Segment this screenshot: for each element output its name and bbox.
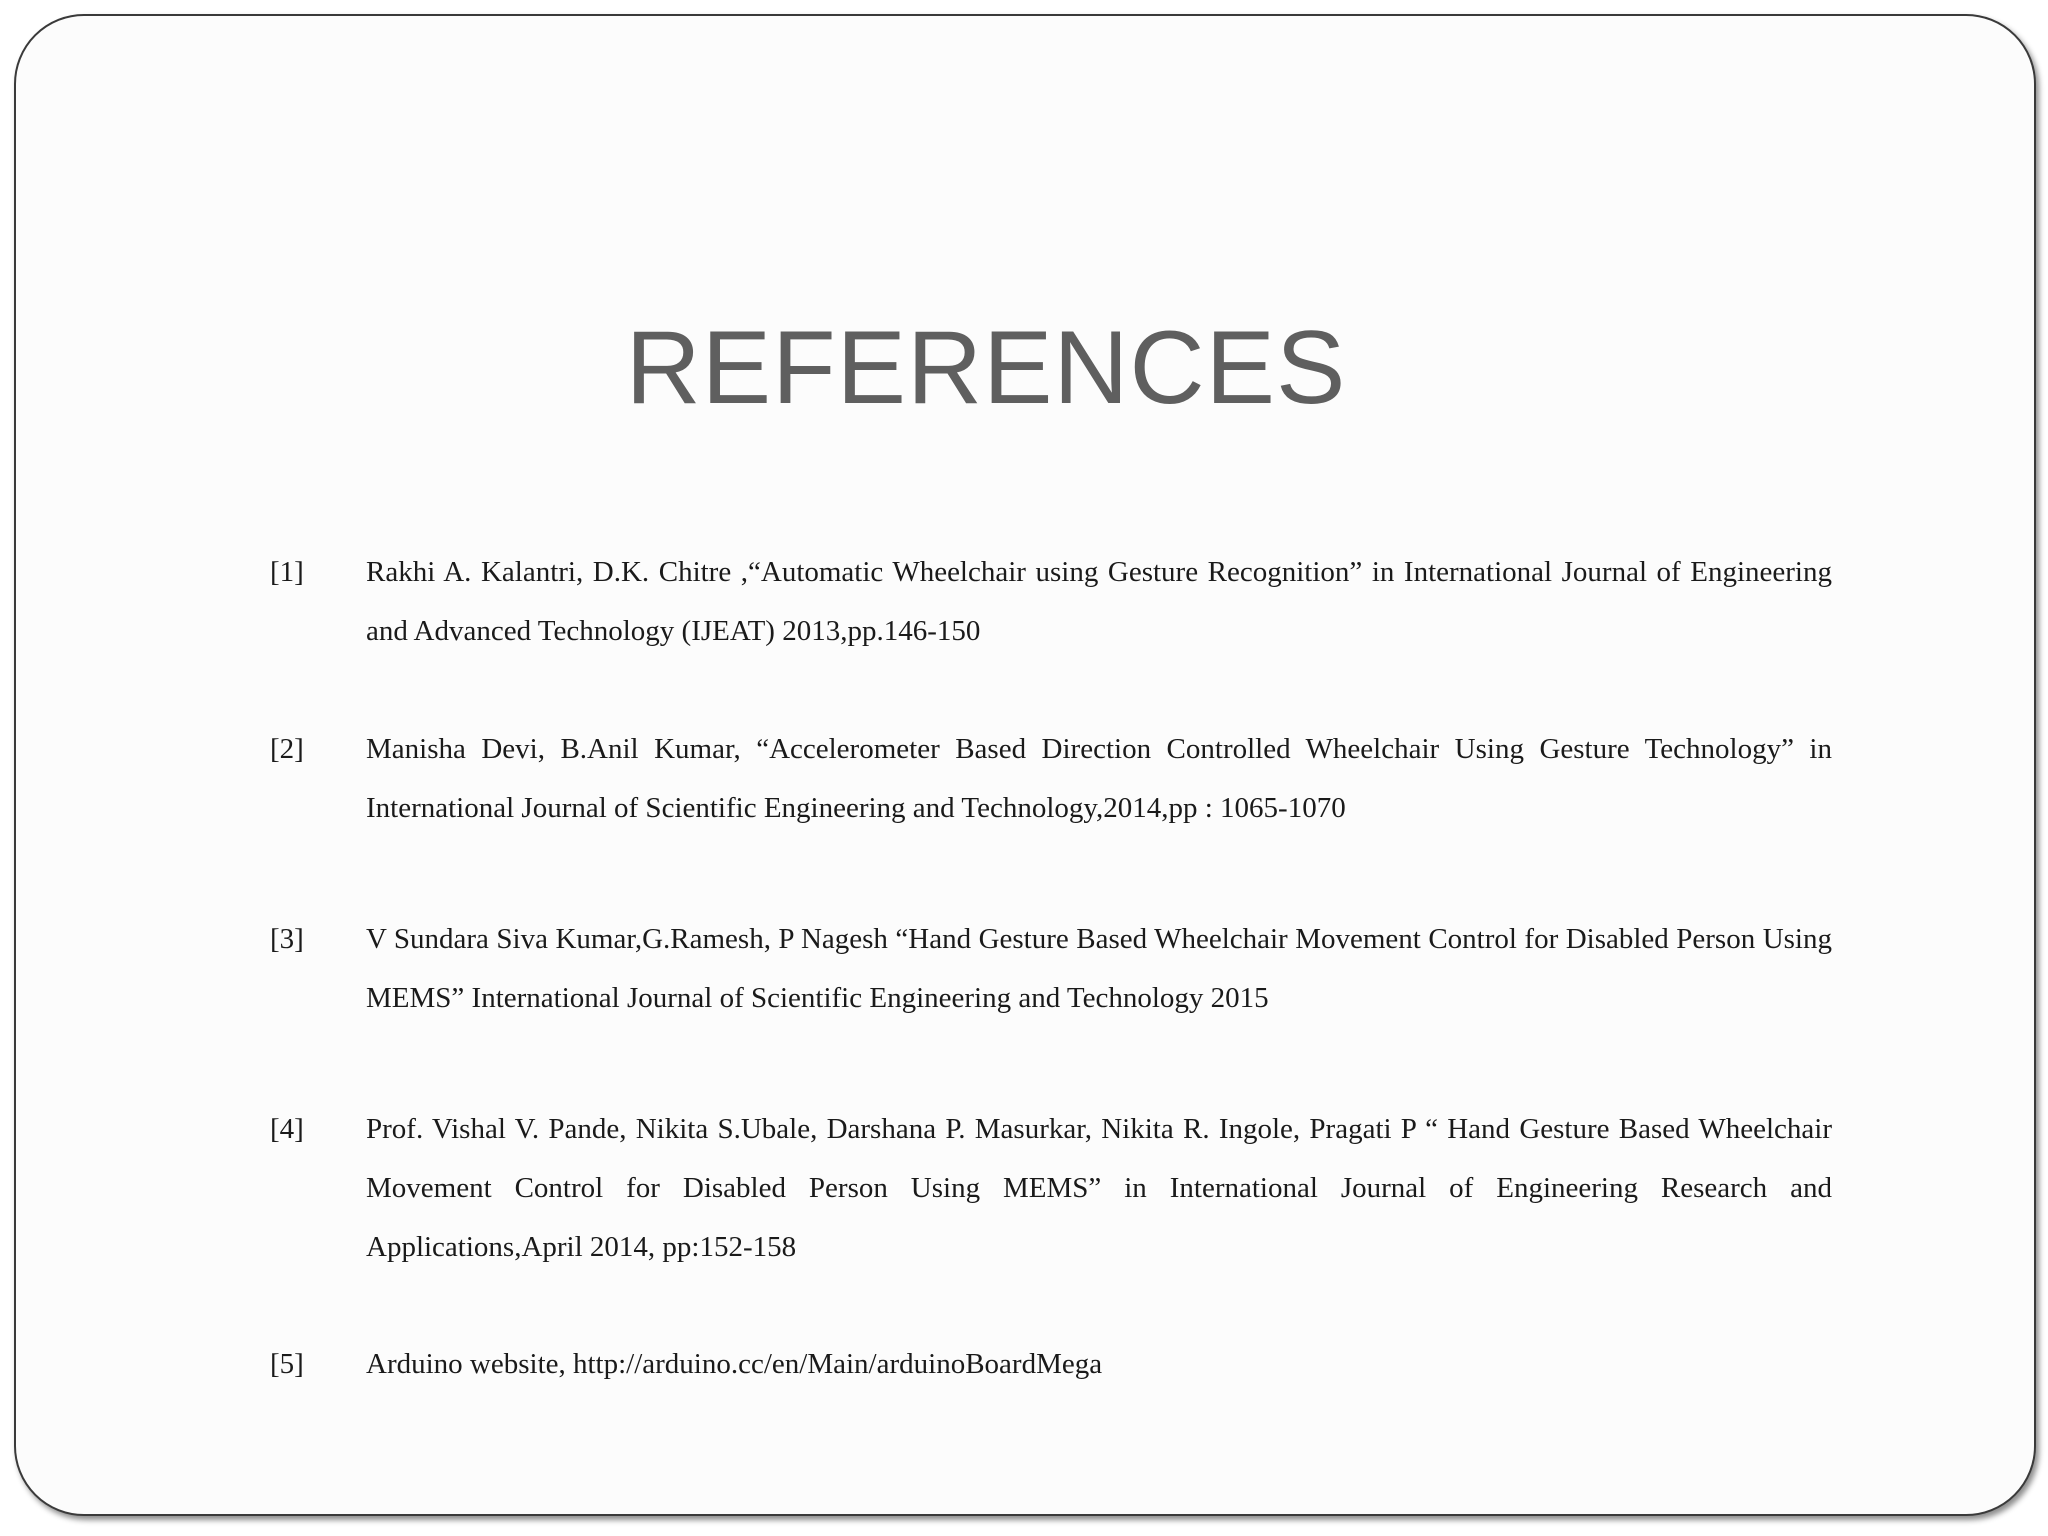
- reference-item: [270, 1335, 1832, 1394]
- reference-text: Manisha Devi, B.Anil Kumar, “Accelerometer Based Direction Controlled Wheelchair Using Gesture Technology” in International Journal of Scientific Engineering and Technology,2014,pp : 1065-1070: [366, 733, 1832, 824]
- reference-item: [270, 1100, 1832, 1277]
- reference-text: V Sundara Siva Kumar,G.Ramesh, P Nagesh “Hand Gesture Based Wheelchair Movement Control for Disabled Person Using MEMS” International Journal of Scientific Engineering and Technology 2015: [366, 923, 1832, 1014]
- reference-text: Arduino website, http://arduino.cc/en/Main/arduinoBoardMega: [366, 1348, 1103, 1380]
- reference-text: Rakhi A. Kalantri, D.K. Chitre ,“Automatic Wheelchair using Gesture Recognition” in International Journal of Engineering and Advanced Technology (IJEAT) 2013,pp.146-150: [366, 556, 1832, 647]
- reference-number: [4]: [270, 1113, 304, 1145]
- reference-item: [270, 910, 1832, 1028]
- reference-number: [1]: [270, 556, 304, 588]
- slide-title: REFERENCES: [625, 310, 1347, 426]
- slide-frame: [14, 14, 2036, 1516]
- reference-item: [270, 720, 1832, 838]
- reference-number: [3]: [270, 923, 304, 955]
- reference-list: [270, 543, 1832, 1394]
- reference-item: [270, 543, 1832, 661]
- reference-number: [2]: [270, 733, 304, 765]
- reference-number: [5]: [270, 1348, 304, 1380]
- reference-text: Prof. Vishal V. Pande, Nikita S.Ubale, Darshana P. Masurkar, Nikita R. Ingole, Pragati P “ Hand Gesture Based Wheelchair Movement Control for Disabled Person Using MEMS” in International Journal of Engineering Research and Applications,April 2014, pp:152-158: [366, 1113, 1832, 1263]
